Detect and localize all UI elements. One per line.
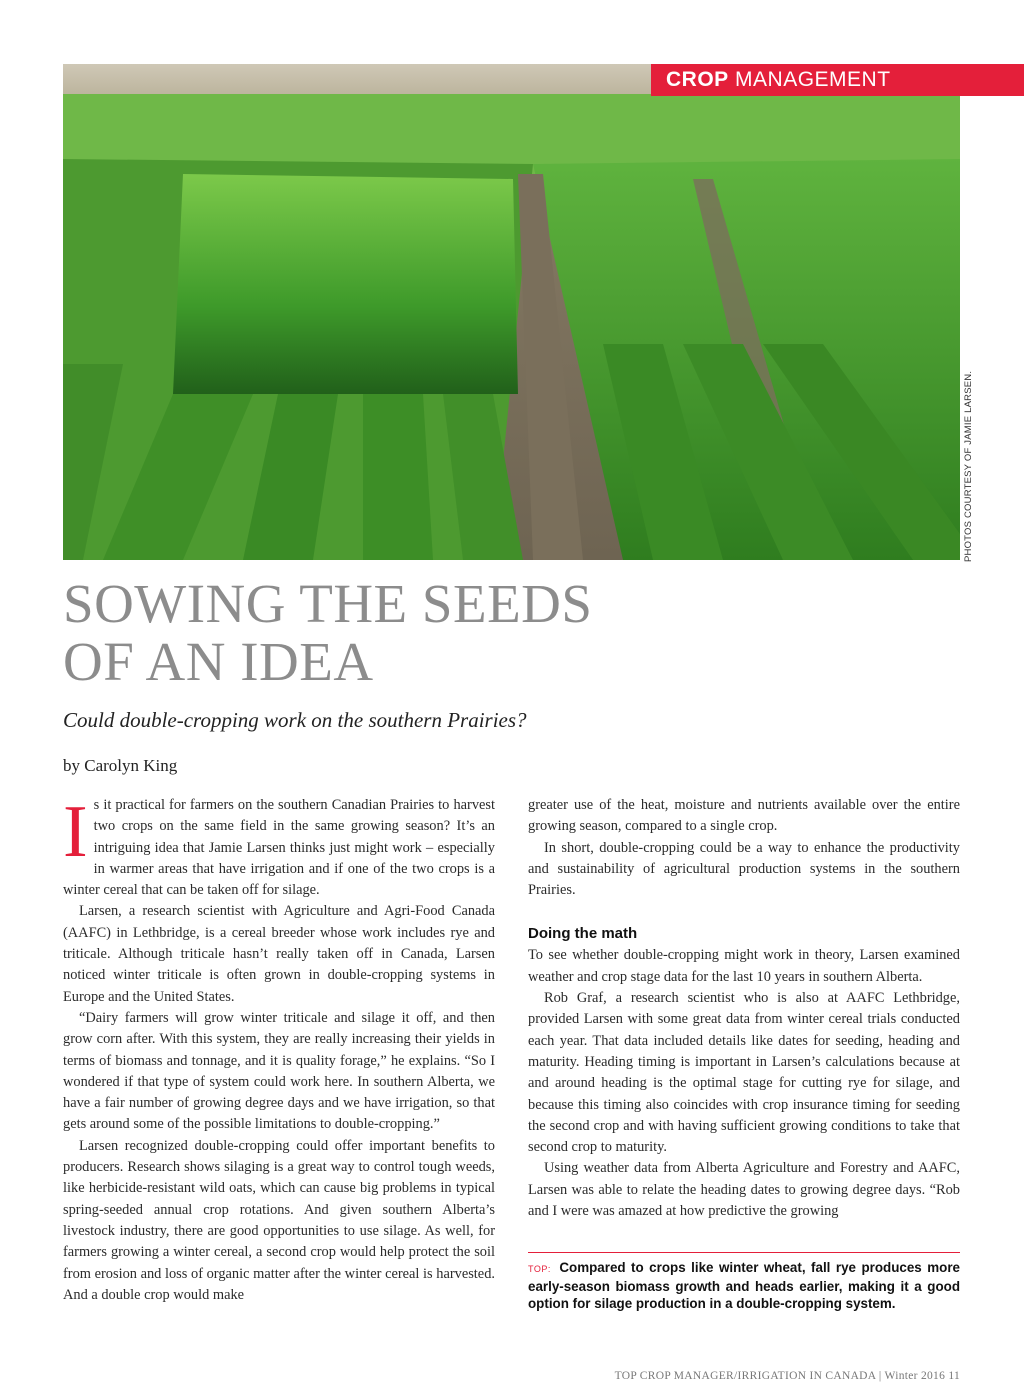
paragraph: “Dairy farmers will grow winter triticale and silage it off, and then grow corn after. With this system, they are really increasing their yields in terms of biomass and tonnage, and it is quality forage,” he explains. “So I wondered if that type of system could work here. In southern Alberta, we have a fair number of growing degree days and we have irrigation, so that gets around some of the possible limitations to double-cropping.” <box>63 1009 495 1133</box>
paragraph: greater use of the heat, moisture and nutrients available over the entire growing season, compared to a single crop. <box>528 797 960 835</box>
section-banner-bold: CROP <box>666 68 729 91</box>
article-subtitle: Could double-cropping work on the southern Prairies? <box>63 708 527 732</box>
paragraph: Larsen recognized double-cropping could offer important benefits to producers. Research shows silaging is a great way to control tough weeds, like herbicide-resistant wild oats, which can cause big problems in typical spring-seeded annual crop rotations. And given southern Alberta’s livestock industry, there are good opportunities to use silage. As well, for farmers growing a winter cereal, a second crop would help protect the soil from erosion and loss of organic matter after the winter cereal is harvested. And a double crop would make <box>63 1137 495 1303</box>
paragraph: To see whether double-cropping might work in theory, Larsen examined weather and crop stage data for the last 10 years in southern Alberta. <box>528 947 960 985</box>
caption-text: Compared to crops like winter wheat, fall rye produces more early-season biomass growth and heads earlier, making it a good option for silage production in a double-cropping system. <box>528 1260 960 1311</box>
left-column <box>63 791 495 1306</box>
title-line-2: OF AN IDEA <box>63 631 374 692</box>
photo-credit: PHOTOS COURTESY OF JAMIE LARSEN. <box>963 370 974 562</box>
page-footer: TOP CROP MANAGER/IRRIGATION IN CANADA | Winter 2016 11 <box>614 1370 960 1382</box>
dropcap: I <box>63 791 88 873</box>
paragraph: Using weather data from Alberta Agriculture and Forestry and AAFC, Larsen was able to relate the heading dates to growing degree days. “Rob and I were was amazed at how predictive the growing <box>528 1160 960 1220</box>
paragraph-text: s it practical for farmers on the southern Canadian Prairies to harvest two crops on the same field in the same growing season? It’s an intriguing idea that Jamie Larsen thinks just might work – especially in warmer areas that have irrigation and if one of the two crops is a winter cereal that can be taken off for silage. <box>63 797 495 899</box>
photo-caption <box>528 1252 960 1312</box>
byline: by Carolyn King <box>63 756 178 775</box>
caption-label: TOP: <box>528 1264 551 1274</box>
article-title <box>63 575 592 691</box>
paragraph: Rob Graf, a research scientist who is also at AAFC Lethbridge, provided Larsen with some great data from winter cereal trials conducted each year. That data included details like dates for seeding, heading and maturity. Heading timing is important in Larsen’s calculations because at and around heading is the optimal stage for cutting rye for silage, and because this timing also coincides with crop insurance timing for seeding the second crop and with having sufficient growing conditions to take that second crop to maturity. <box>528 990 960 1156</box>
field-plots-photo <box>63 64 960 560</box>
paragraph: In short, double-cropping could be a way to enhance the productivity and sustainability of agricultural production systems in the southern Prairies. <box>528 839 960 899</box>
right-column <box>528 795 960 1222</box>
section-banner-rest: MANAGEMENT <box>728 68 891 91</box>
title-line-1: SOWING THE SEEDS <box>63 573 593 634</box>
section-banner <box>651 64 1024 96</box>
paragraph <box>63 791 495 901</box>
section-subhead: Doing the math <box>528 925 638 943</box>
paragraph: Larsen, a research scientist with Agriculture and Agri-Food Canada (AAFC) in Lethbridge, is a cereal breeder whose work includes rye and triticale. Although triticale hasn’t really taken off in Canada, Larsen noticed winter triticale is often grown in double-cropping systems in Europe and the United States. <box>63 903 495 1005</box>
